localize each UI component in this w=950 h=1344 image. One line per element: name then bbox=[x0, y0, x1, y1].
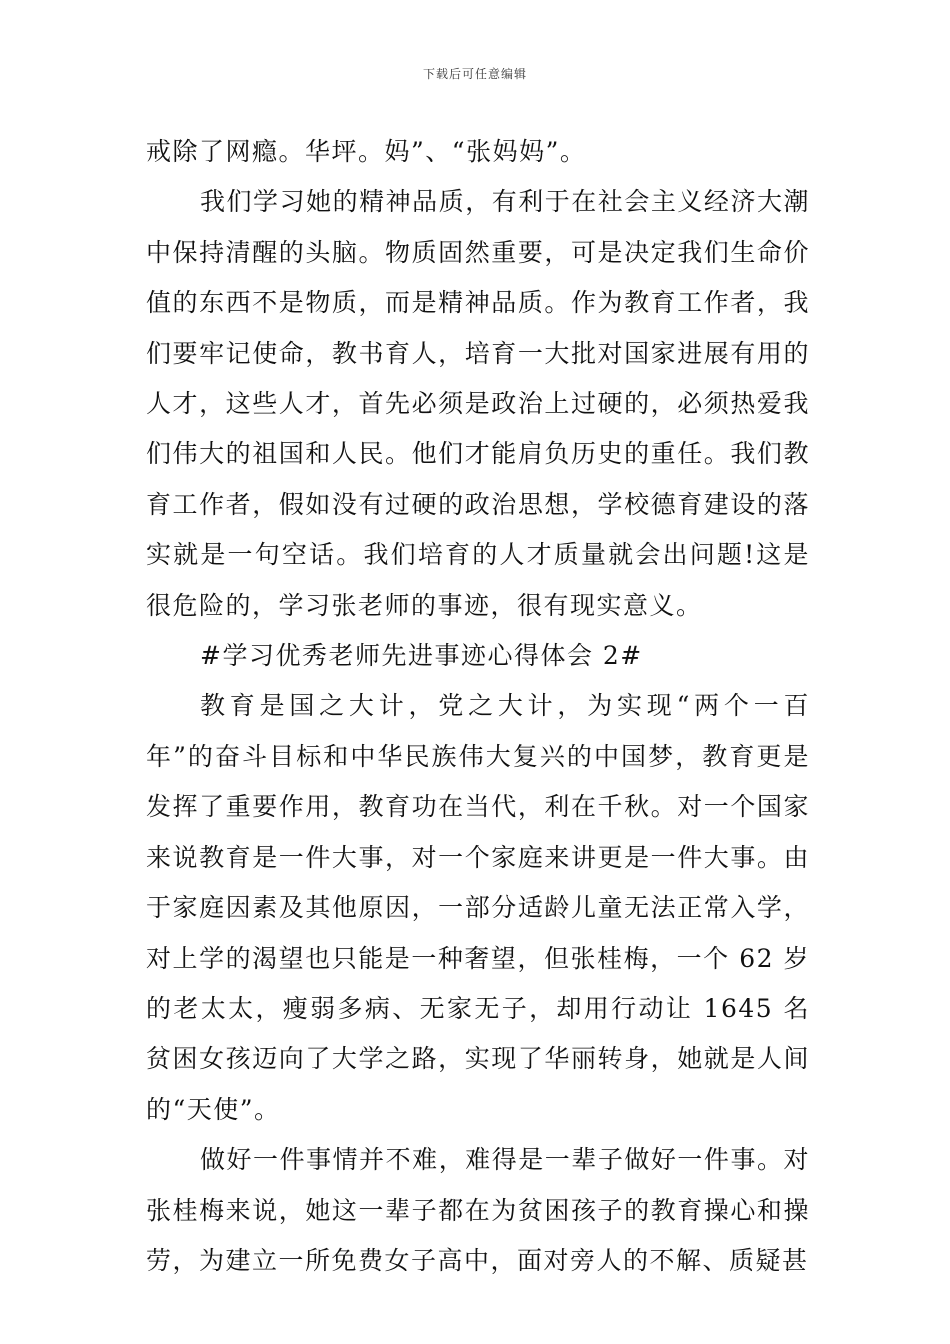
paragraph: 教育是国之大计，党之大计，为实现“两个一百年”的奋斗目标和中华民族伟大复兴的中国梦，教育更是发挥了重要作用，教育功在当代，利在千秋。对一个国家来说教育是一件大事，对一个家庭来讲更是一件大事。由于家庭因素及其他原因，一部分适龄儿童无法正常入学，对上学的渴望也只能是一种奢望，但张桂梅，一个 62 岁的老太太，瘦弱多病、无家无子，却用行动让 1645 名贫困女孩迈向了大学之路，实现了华丽转身，她就是人间的“天使”。 bbox=[146, 691, 810, 1124]
document-body bbox=[146, 127, 810, 1286]
paragraph: 我们学习她的精神品质，有利于在社会主义经济大潮中保持清醒的头脑。物质固然重要，可是决定我们生命价值的东西不是物质，而是精神品质。作为教育工作者，我们要牢记使命，教书育人，培育一大批对国家进展有用的人才，这些人才，首先必须是政治上过硬的，必须热爱我们伟大的祖国和人民。他们才能肩负历史的重任。我们教育工作者，假如没有过硬的政治思想，学校德育建设的落实就是一句空话。我们培育的人才质量就会出问题!这是很危险的，学习张老师的事迹，很有现实意义。 bbox=[146, 187, 810, 620]
page-header-note: 下载后可任意编辑 bbox=[422, 67, 527, 81]
paragraph-continuation: 戒除了网瘾。华坪。妈”、“张妈妈”。 bbox=[146, 137, 587, 166]
paragraph: 做好一件事情并不难，难得是一辈子做好一件事。对张桂梅来说，她这一辈子都在为贫困孩子的教育操心和操劳，为建立一所免费女子高中，面对旁人的不解、质疑甚 bbox=[146, 1145, 810, 1275]
section-heading: #学习优秀老师先进事迹心得体会 2# bbox=[200, 641, 643, 671]
